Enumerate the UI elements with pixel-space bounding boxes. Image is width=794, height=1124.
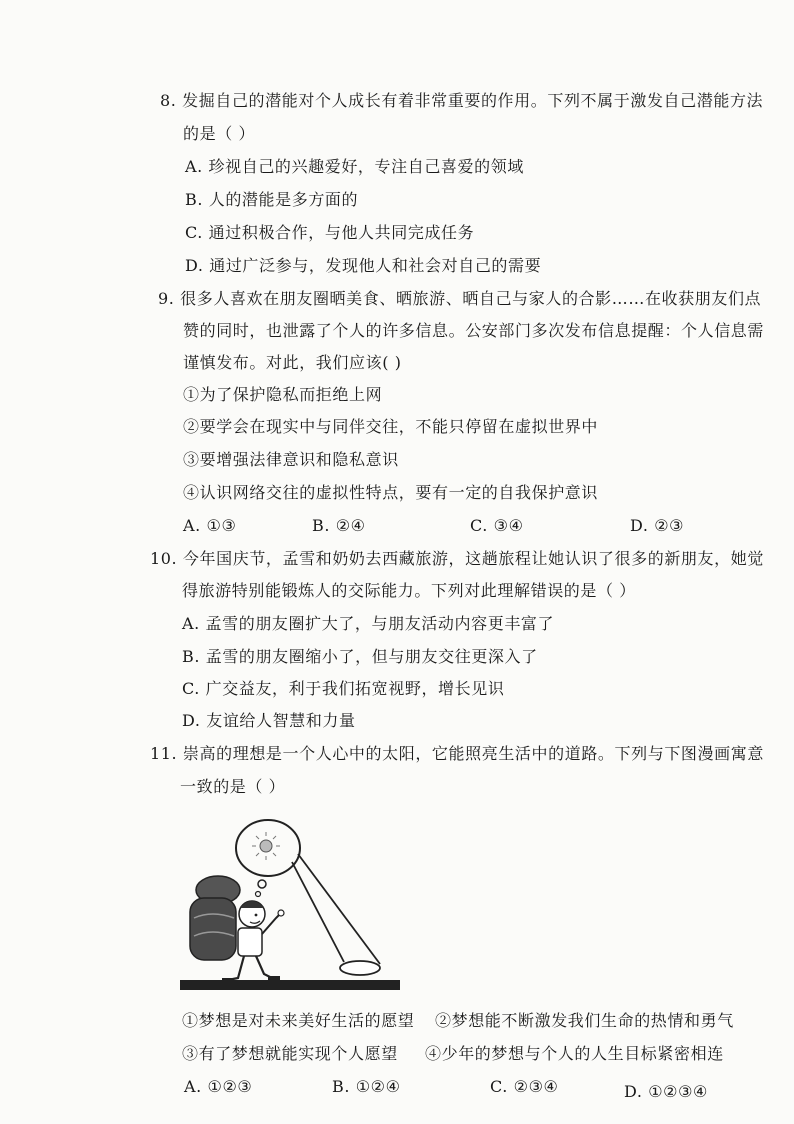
- ground-strip: [180, 980, 400, 990]
- q8-option-b: B. 人的潜能是多方面的: [185, 190, 359, 209]
- q11-choice-d: D. ①②③④: [624, 1082, 709, 1101]
- q9-choice-c: C. ③④: [470, 516, 524, 535]
- sun-icon: [252, 832, 280, 860]
- q11-statement-1: ①梦想是对未来美好生活的愿望: [182, 1011, 415, 1030]
- q11-stem-line1: 11. 崇高的理想是一个人心中的太阳，它能照亮生活中的道路。下列与下图漫画寓意: [150, 744, 764, 763]
- q9-choice-d: D. ②③: [630, 516, 685, 535]
- q11-choice-a: A. ①②③: [184, 1077, 253, 1096]
- q9-statement-3: ③要增强法律意识和隐私意识: [183, 450, 399, 469]
- q11-stem-line2: 一致的是（ ）: [180, 777, 286, 796]
- q10-option-d: D. 友谊给人智慧和力量: [182, 711, 356, 730]
- q10-stem-line1: 10. 今年国庆节，孟雪和奶奶去西藏旅游，这趟旅程让她认识了很多的新朋友，她觉: [150, 549, 764, 568]
- q8-option-c: C. 通过积极合作，与他人共同完成任务: [185, 223, 475, 242]
- q8-stem-line2: 的是（ ）: [183, 124, 256, 143]
- q9-statement-1: ①为了保护隐私而拒绝上网: [183, 385, 383, 404]
- q9-stem-line1: 9. 很多人喜欢在朋友圈晒美食、晒旅游、晒自己与家人的合影……在收获朋友们点: [158, 289, 762, 308]
- q9-statement-2: ②要学会在现实中与同伴交往，不能只停留在虚拟世界中: [183, 417, 599, 436]
- q9-stem-line2: 赞的同时，也泄露了个人的许多信息。公安部门多次发布信息提醒：个人信息需: [183, 321, 765, 340]
- q11-choice-c: C. ②③④: [490, 1077, 559, 1096]
- hiker-backpack: [190, 876, 240, 960]
- q10-stem-line2: 得旅游特别能锻炼人的交际能力。下列对此理解错误的是（ ）: [182, 581, 636, 600]
- dream-cartoon-illustration: [180, 818, 400, 1002]
- q11-statement-2: ②梦想能不断激发我们生命的热情和勇气: [435, 1011, 734, 1030]
- q11-statement-4: ④少年的梦想与个人的人生目标紧密相连: [425, 1044, 724, 1063]
- q10-option-a: A. 孟雪的朋友圈扩大了，与朋友活动内容更丰富了: [182, 614, 555, 633]
- q10-option-c: C. 广交益友，利于我们拓宽视野，增长见识: [182, 679, 505, 698]
- q9-stem-line3: 谨慎发布。对此，我们应该( ): [183, 353, 402, 372]
- q9-statement-4: ④认识网络交往的虚拟性特点，要有一定的自我保护意识: [183, 483, 599, 502]
- q11-statement-3: ③有了梦想就能实现个人愿望: [182, 1044, 398, 1063]
- q9-choice-a: A. ①③: [183, 516, 237, 535]
- q10-option-b: B. 孟雪的朋友圈缩小了，但与朋友交往更深入了: [182, 647, 538, 666]
- q11-choice-b: B. ①②④: [332, 1077, 401, 1096]
- q8-stem-line1: 8. 发掘自己的潜能对个人成长有着非常重要的作用。下列不属于激发自己潜能方法: [160, 91, 764, 110]
- q9-choice-b: B. ②④: [312, 516, 366, 535]
- q8-option-a: A. 珍视自己的兴趣爱好，专注自己喜爱的领域: [185, 157, 524, 176]
- light-beam: [292, 854, 380, 975]
- q8-option-d: D. 通过广泛参与，发现他人和社会对自己的需要: [185, 256, 542, 275]
